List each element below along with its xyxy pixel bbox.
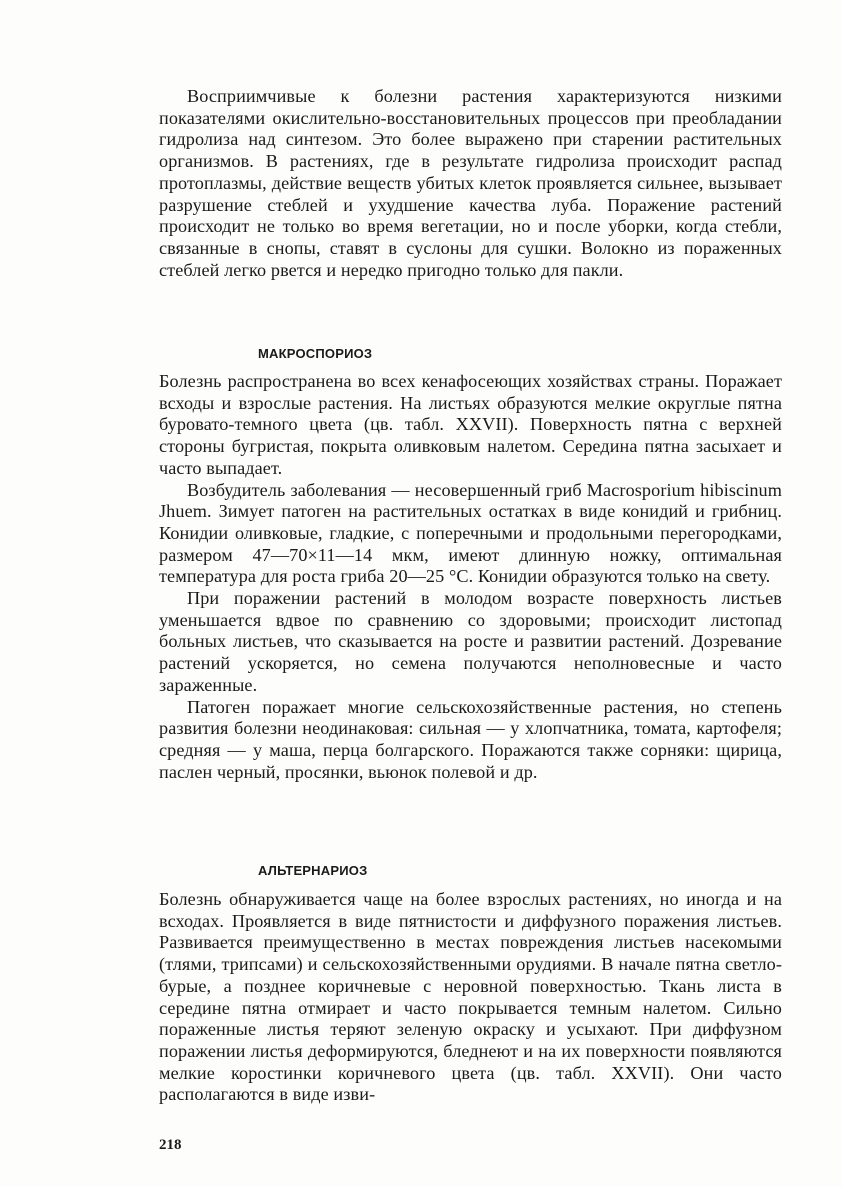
macrosporiosis-paragraph-3: При поражении растений в молодом возрасте поверхность листьев уменьшается вдвое по сравнению со здоровыми; происходит листопад больных листьев, что сказывается на росте и развитии растений. Дозревание растений ускоряется, но семена получаются неполновесные и часто зараженные. (159, 588, 782, 695)
macrosporiosis-paragraph-2: Возбудитель заболевания — несовершенный гриб Macrosporium hibiscinum Jhuem. Зимует патоген на растительных остатках в виде конидий и грибниц. Конидии оливковые, гладкие, с поперечными и продольными перегородками, размером 47—70×11—14 мкм, имеют длинную ножку, оптимальная температура для роста гриба 20—25 °С. Конидии образуются только на свету. (159, 479, 782, 587)
macrosporiosis-paragraph-4: Патоген поражает многие сельскохозяйственные растения, но степень развития болезни неодинаковая: сильная — у хлопчатника, томата, картофеля; средняя — у маша, перца болгарского. Поражаются также сорняки: щирица, паслен черный, просянки, вьюнок полевой и др. (159, 696, 782, 782)
section-heading-macrosporiosis: МАКРОСПОРИОЗ (258, 346, 373, 361)
intro-paragraph: Восприимчивые к болезни растения характеризуются низкими показателями окислительно-восстановительных процессов при преобладании гидролиза над синтезом. Это более выражено при старении растительных организмов. В растениях, где в результате гидролиза происходит распад протоплазмы, действие веществ убитых клеток проявляется сильнее, вызывает разрушение стеблей и ухудшение качества луба. Поражение растений происходит не только во время вегетации, но и после уборки, когда стебли, связанные в снопы, ставят в суслоны для сушки. Волокно из пораженных стеблей легко рвется и нередко пригодно только для пакли. (159, 86, 782, 280)
macrosporiosis-text-block (159, 371, 782, 783)
alternariosis-paragraph-1: Болезнь обнаруживается чаще на более взрослых растениях, но иногда и на всходах. Проявляется в виде пятнистости и диффузного поражения листьев. Развивается преимущественно в местах повреждения листьев насекомыми (тлями, трипсами) и сельскохозяйственными орудиями. В начале пятна светло-бурые, а позднее коричневые с неровной поверхностью. Ткань листа в середине пятна отмирает и часто покрывается темным налетом. Сильно пораженные листья теряют зеленую окраску и усыхают. При диффузном поражении листья деформируются, бледнеют и на их поверхности появляются мелкие коростинки коричневого цвета (цв. табл. XXVII). Они часто располагаются в виде изви- (159, 889, 782, 1105)
intro-text-block (159, 86, 782, 281)
section-heading-alternariosis: АЛЬТЕРНАРИОЗ (258, 863, 368, 878)
alternariosis-text-block (159, 889, 782, 1106)
macrosporiosis-paragraph-1: Болезнь распространена во всех кенафосеющих хозяйствах страны. Поражает всходы и взрослые растения. На листьях образуются мелкие округлые пятна буровато-темного цвета (цв. табл. XXVII). Поверхность пятна с верхней стороны бугристая, покрыта оливковым налетом. Середина пятна засыхает и часто выпадает. (159, 371, 782, 478)
page-number: 218 (159, 1137, 182, 1153)
